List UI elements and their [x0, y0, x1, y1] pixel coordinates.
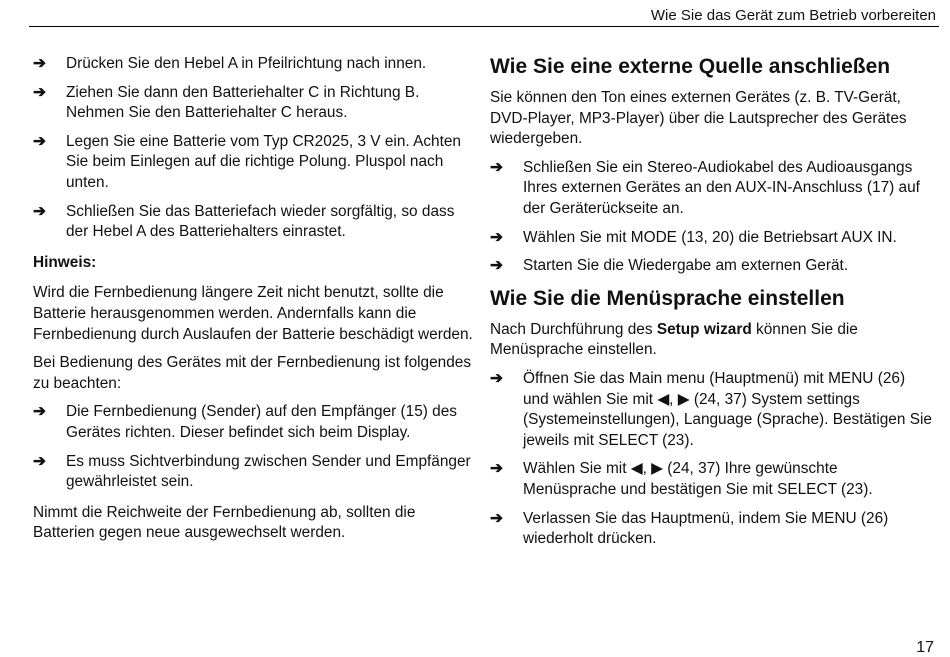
instruction-text: Die Fernbedienung (Sender) auf den Empfänger (15) des Gerätes richten. Dieser befindet sich beim Display. [66, 403, 457, 441]
instruction-text: Wählen Sie mit ◀, ▶ (24, 37) Ihre gewünschte Menüsprache und bestätigen Sie mit SELECT (23). [523, 460, 873, 498]
left-column [33, 54, 473, 552]
instruction-item [490, 509, 932, 550]
instruction-text: Schließen Sie das Batteriefach wieder sorgfältig, so dass der Hebel A des Batteriehalters einrastet. [66, 202, 455, 241]
arrow-right-icon: ➔ [33, 403, 46, 421]
arrow-right-icon: ➔ [33, 452, 46, 470]
instruction-item [33, 132, 473, 194]
intro-text-end: können Sie die Menüsprache einstellen. [490, 320, 858, 359]
section-heading-external-source: Wie Sie eine externe Quelle anschließen [490, 55, 891, 78]
section-intro: Sie können den Ton eines externen Gerätes (z. B. TV-Gerät, DVD-Player, MP3-Player) über die Lautsprecher des Gerätes wiedergeben. [490, 89, 907, 148]
instruction-text: Verlassen Sie das Hauptmenü, indem Sie MENU (26) wiederholt drücken. [523, 509, 889, 548]
instruction-item [33, 452, 473, 493]
instruction-text: Drücken Sie den Hebel A in Pfeilrichtung nach innen. [66, 55, 427, 72]
instruction-text: Wählen Sie mit MODE (13, 20) die Betriebsart AUX IN. [523, 228, 897, 246]
header-rule [29, 26, 939, 27]
intro-text-start: Nach Durchführung des [490, 320, 657, 338]
arrow-right-icon: ➔ [33, 83, 46, 101]
arrow-right-icon: ➔ [490, 228, 503, 246]
right-column [490, 54, 932, 558]
instruction-item [490, 228, 932, 249]
arrow-right-icon: ➔ [490, 509, 503, 527]
instruction-item [33, 83, 473, 124]
arrow-right-icon: ➔ [490, 257, 503, 275]
note-label: Hinweis: [33, 253, 97, 271]
instruction-item [490, 256, 932, 277]
arrow-right-icon: ➔ [33, 55, 46, 72]
instruction-text: Schließen Sie ein Stereo-Audiokabel des Audioausgangs Ihres externen Gerätes an den AUX-IN-Anschluss (17) auf der Geräterückseite an. [523, 158, 920, 217]
instruction-item [33, 202, 473, 243]
page-number: 17 [916, 639, 934, 656]
final-paragraph: Nimmt die Reichweite der Fernbedienung ab, sollten die Batterien gegen neue ausgewechselt werden. [33, 503, 416, 542]
instruction-text: Öffnen Sie das Main menu (Hauptmenü) mit MENU (26) und wählen Sie mit ◀, ▶ (24, 37) System settings (Systemeinstellungen), Language (Sprache). Bestätigen Sie jeweils mit SELECT (23). [523, 369, 932, 449]
running-header: Wie Sie das Gerät zum Betrieb vorbereiten [650, 7, 936, 24]
arrow-right-icon: ➔ [33, 132, 46, 150]
instruction-text: Legen Sie eine Batterie vom Typ CR2025, 3 V ein. Achten Sie beim Einlegen auf die richtige Polung. Pluspol nach unten. [66, 132, 461, 191]
instruction-text: Es muss Sichtverbindung zwischen Sender und Empfänger gewährleistet sein. [66, 452, 471, 491]
arrow-right-icon: ➔ [490, 369, 503, 387]
instruction-text: Ziehen Sie dann den Batteriehalter C in Richtung B. Nehmen Sie den Batteriehalter C heraus. [66, 83, 420, 122]
instruction-item [490, 369, 932, 451]
instruction-item [33, 54, 473, 75]
instruction-item [33, 402, 473, 443]
instruction-item [490, 459, 932, 500]
instruction-item [490, 158, 932, 220]
setup-wizard-term: Setup wizard [656, 320, 752, 338]
instruction-text: Starten Sie die Wiedergabe am externen Gerät. [523, 257, 849, 275]
section-intro [490, 320, 932, 361]
intro-paragraph: Bei Bedienung des Gerätes mit der Fernbedienung ist folgendes zu beachten: [33, 354, 472, 392]
arrow-right-icon: ➔ [490, 158, 503, 176]
arrow-right-icon: ➔ [490, 460, 503, 478]
arrow-right-icon: ➔ [33, 202, 46, 220]
note-paragraph: Wird die Fernbedienung längere Zeit nicht benutzt, sollte die Batterie herausgenommen werden. Andernfalls kann die Fernbedienung durch Auslaufen der Batterie beschädigt werden. [33, 284, 473, 343]
section-heading-menu-language: Wie Sie die Menüsprache einstellen [490, 286, 845, 310]
